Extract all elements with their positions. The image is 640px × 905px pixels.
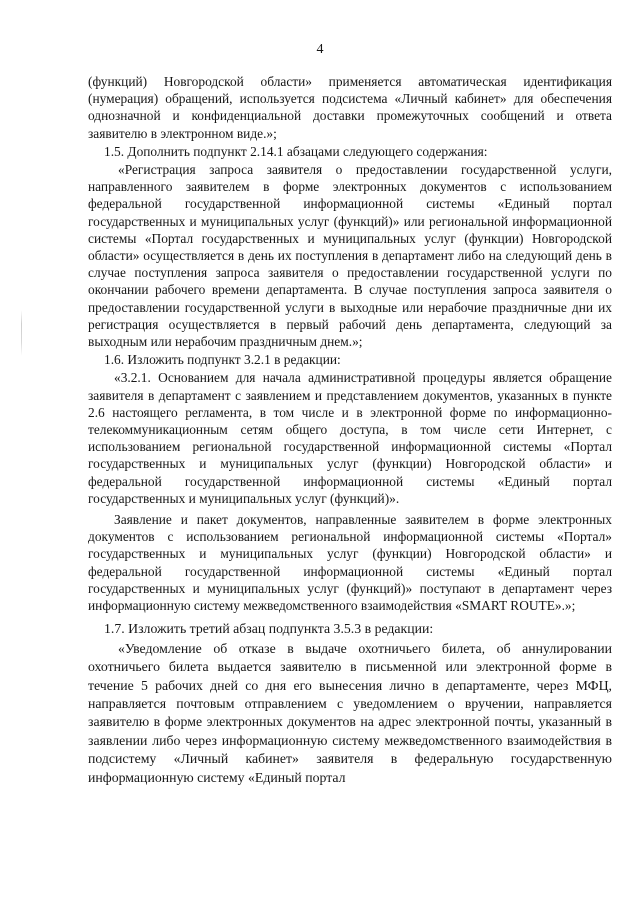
paragraph-item-1-6: 1.6. Изложить подпункт 3.2.1 в редакции: (104, 352, 341, 368)
paragraph-refusal-notice: «Уведомление об отказе в выдаче охотничьего билета, об аннулировании охотничьего билета выдается заявителю в письменной или электронной форме в течение 5 рабочих дней со дня его вынесения лично в департаменте, через МФЦ, направляется почтовым отправлением с уведомлением о вручении, направляется заявителю в форме электронных документов на адрес электронной почты, указанный в заявлении либо через информационную систему межведомственного взаимодействия в подсистему «Личный кабинет» заявителя в федеральную государственную информационную систему «Единый портал (88, 640, 612, 785)
paragraph-3-2-1-quote: «3.2.1. Основанием для начала административной процедуры является обращение заявителя в департамент с заявлением и представлением документов, указанных в пункте 2.6 настоящего регламента, в том числе и в электронной форме по информационно-телекоммуникационным сетям общего доступа, в том числе сети Интернет, с использованием региональной государственной информационной системы «Портал государственных и муниципальных услуг (функции) Новгородской области» и федеральной государственной информационной системы «Единый портал государственных и муниципальных услуг (функций)». (88, 370, 612, 506)
document-body (88, 73, 612, 787)
paragraph-continuation: (функций) Новгородской области» применяется автоматическая идентификация (нумерация) обращений, используется подсистема «Личный кабинет» для обеспечения однозначной и конфиденциальной доставки промежуточных сообщений и ответа заявителю в электронном виде.»; (88, 74, 612, 141)
scan-margin-mark (21, 310, 22, 356)
page-number: 4 (316, 42, 324, 57)
paragraph-application-package: Заявление и пакет документов, направленные заявителем в форме электронных документов с использованием региональной информационной системы «Портал» государственных и муниципальных услуг (функции) Новгородской области» и федеральной государственной информационной системы «Единый портал государственных и муниципальных услуг (функций)» поступают в департамент через информационную систему межведомственного взаимодействия «SMART ROUTE».»; (88, 512, 612, 614)
paragraph-item-1-7: 1.7. Изложить третий абзац подпункта 3.5.3 в редакции: (104, 621, 434, 637)
paragraph-registration-quote: «Регистрация запроса заявителя о предоставлении государственной услуги, направленного заявителем в форме электронных документов с использованием федеральной государственной информационной системы «Единый портал государственных и муниципальных услуг (функций)» или региональной информационной системы «Портал государственных и муниципальных услуг (функции) Новгородской области» осуществляется в день их поступления в департамент либо на следующий день в случае поступления запроса заявителя о предоставлении государственной услуги по окончании рабочего времени департамента. В случае поступления запроса заявителя о предоставлении государственной услуги в выходные или нерабочие праздничные дни их регистрация осуществляется в первый рабочий день департамента, следующий за выходным или нерабочим праздничным днем.»; (88, 162, 612, 350)
paragraph-item-1-5: 1.5. Дополнить подпункт 2.14.1 абзацами следующего содержания: (104, 143, 488, 159)
